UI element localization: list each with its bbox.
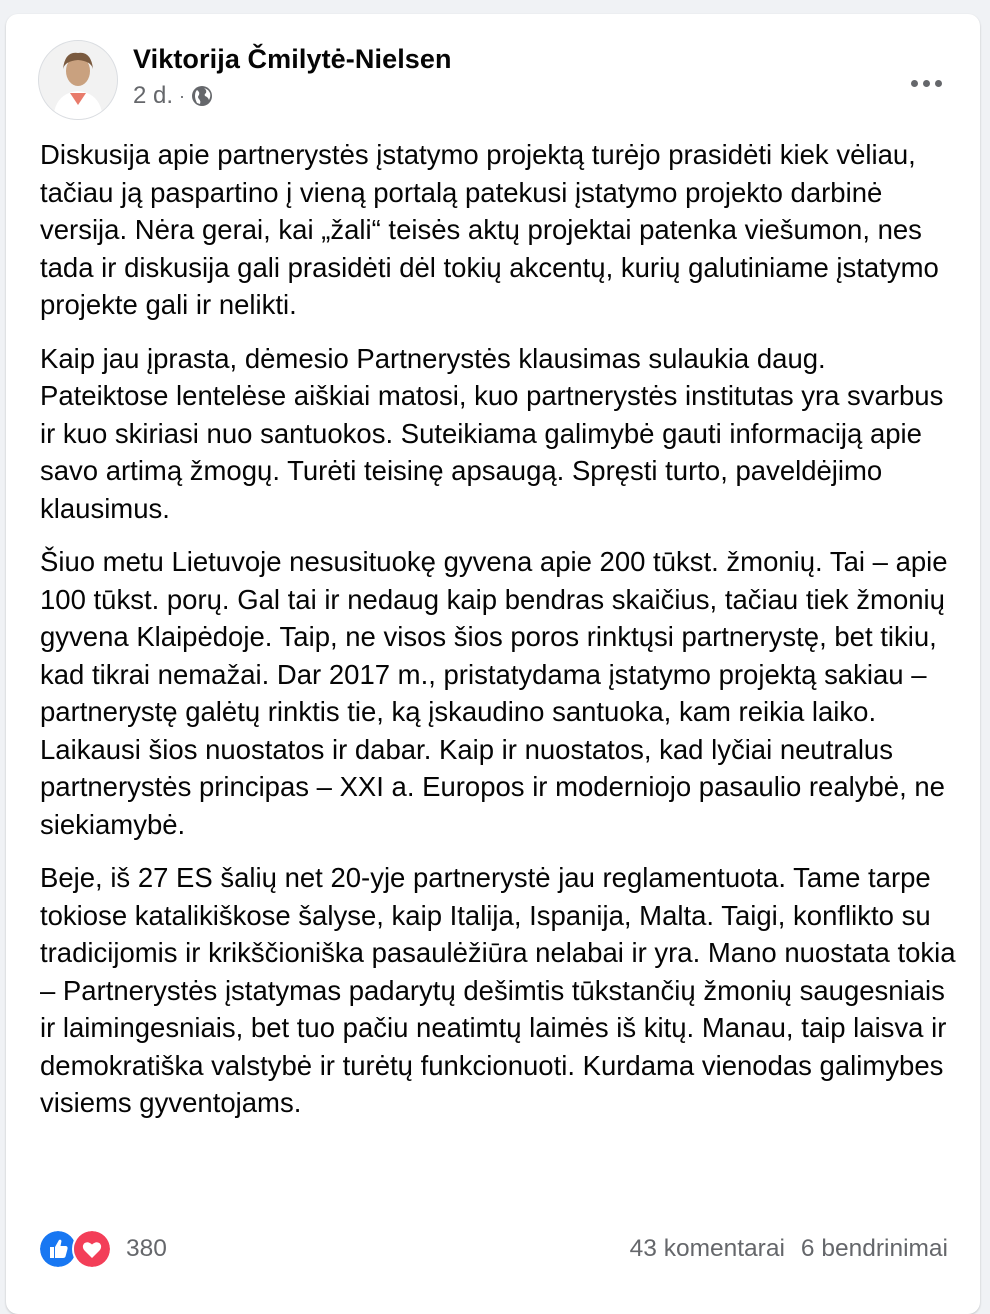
shares-count[interactable]: 6 bendrinimai (800, 1235, 948, 1262)
post-time[interactable]: 2 d. (133, 82, 174, 109)
post-footer (38, 1229, 948, 1269)
post-card (6, 14, 980, 1314)
post-meta (133, 82, 213, 110)
love-icon (72, 1229, 112, 1269)
meta-separator: · (179, 85, 186, 106)
comments-count[interactable]: 43 komentarai (629, 1235, 785, 1262)
reactions-summary[interactable] (38, 1229, 167, 1269)
reaction-count[interactable]: 380 (126, 1235, 167, 1262)
author-name[interactable]: Viktorija Čmilytė-Nielsen (133, 44, 452, 74)
post-paragraph: Šiuo metu Lietuvoje nesusituokę gyvena apie 200 tūkst. žmonių. Tai – apie 100 tūkst. porų. Gal tai ir nedaug kaip bendras skaičius, tačiau tiek žmonių gyvena Klaipėdoje. Taip, ne visos šios poros rinktųsi partnerystę, bet tikiu, kad tikrai nemažai. Dar 2017 m., pristatydama įstatymo projektą sakiau – partnerystę galėtų rinktis tie, ką įskaudino santuoka, kam reikia laiko. Laikausi šios nuostatos ir dabar. Kaip ir nuostatos, kad lyčiai neutralus partnerystės principas – XXI a. Europos ir moderniojo pasaulio realybė, ne siekiamybė. (40, 546, 948, 840)
post-paragraph: Diskusija apie partnerystės įstatymo projektą turėjo prasidėti kiek vėliau, tačiau ją paspartino į vieną portalą patekusi įstatymo projekto darbinė versija. Nėra gerai, kai „žali“ teisės aktų projektai patenka viešumon, nes tada ir diskusija gali prasidėti dėl tokių akcentų, kurių galutiniame įstatymo projekte gali ir nelikti. (40, 139, 939, 320)
post-text (40, 136, 960, 1138)
reaction-icons (38, 1229, 112, 1269)
more-options-icon[interactable] (904, 68, 948, 98)
post-paragraph: Kaip jau įprasta, dėmesio Partnerystės klausimas sulaukia daug. Pateiktose lentelėse aiškiai matosi, kuo partnerystės institutas yra svarbus ir kuo skiriasi nuo santuokos. Suteikiama galimybė gauti informaciją apie savo artimą žmogų. Turėti teisinę apsaugą. Spręsti turto, paveldėjimo klausimus. (40, 342, 944, 524)
avatar[interactable] (38, 40, 118, 120)
post-paragraph: Beje, iš 27 ES šalių net 20-yje partnerystė jau reglamentuota. Tame tarpe tokiose katalikiškose šalyse, kaip Italija, Ispanija, Malta. Taigi, konflikto su tradicijomis ir krikščioniška pasaulėžiūra nelabai ir yra. Mano nuostata tokia – Partnerystės įstatymas padarytų dešimtis tūkstančių žmonių saugesniais ir laimingesniais, bet tuo pačiu neatimtų laimės iš kitų. Manau, taip laisva ir demokratiška valstybė ir turėtų funkcionuoti. Kurdama vienodas galimybes visiems gyventojams. (40, 862, 956, 1118)
engagement-counts (630, 1235, 948, 1263)
post-header (38, 40, 948, 120)
globe-icon[interactable] (191, 85, 213, 107)
